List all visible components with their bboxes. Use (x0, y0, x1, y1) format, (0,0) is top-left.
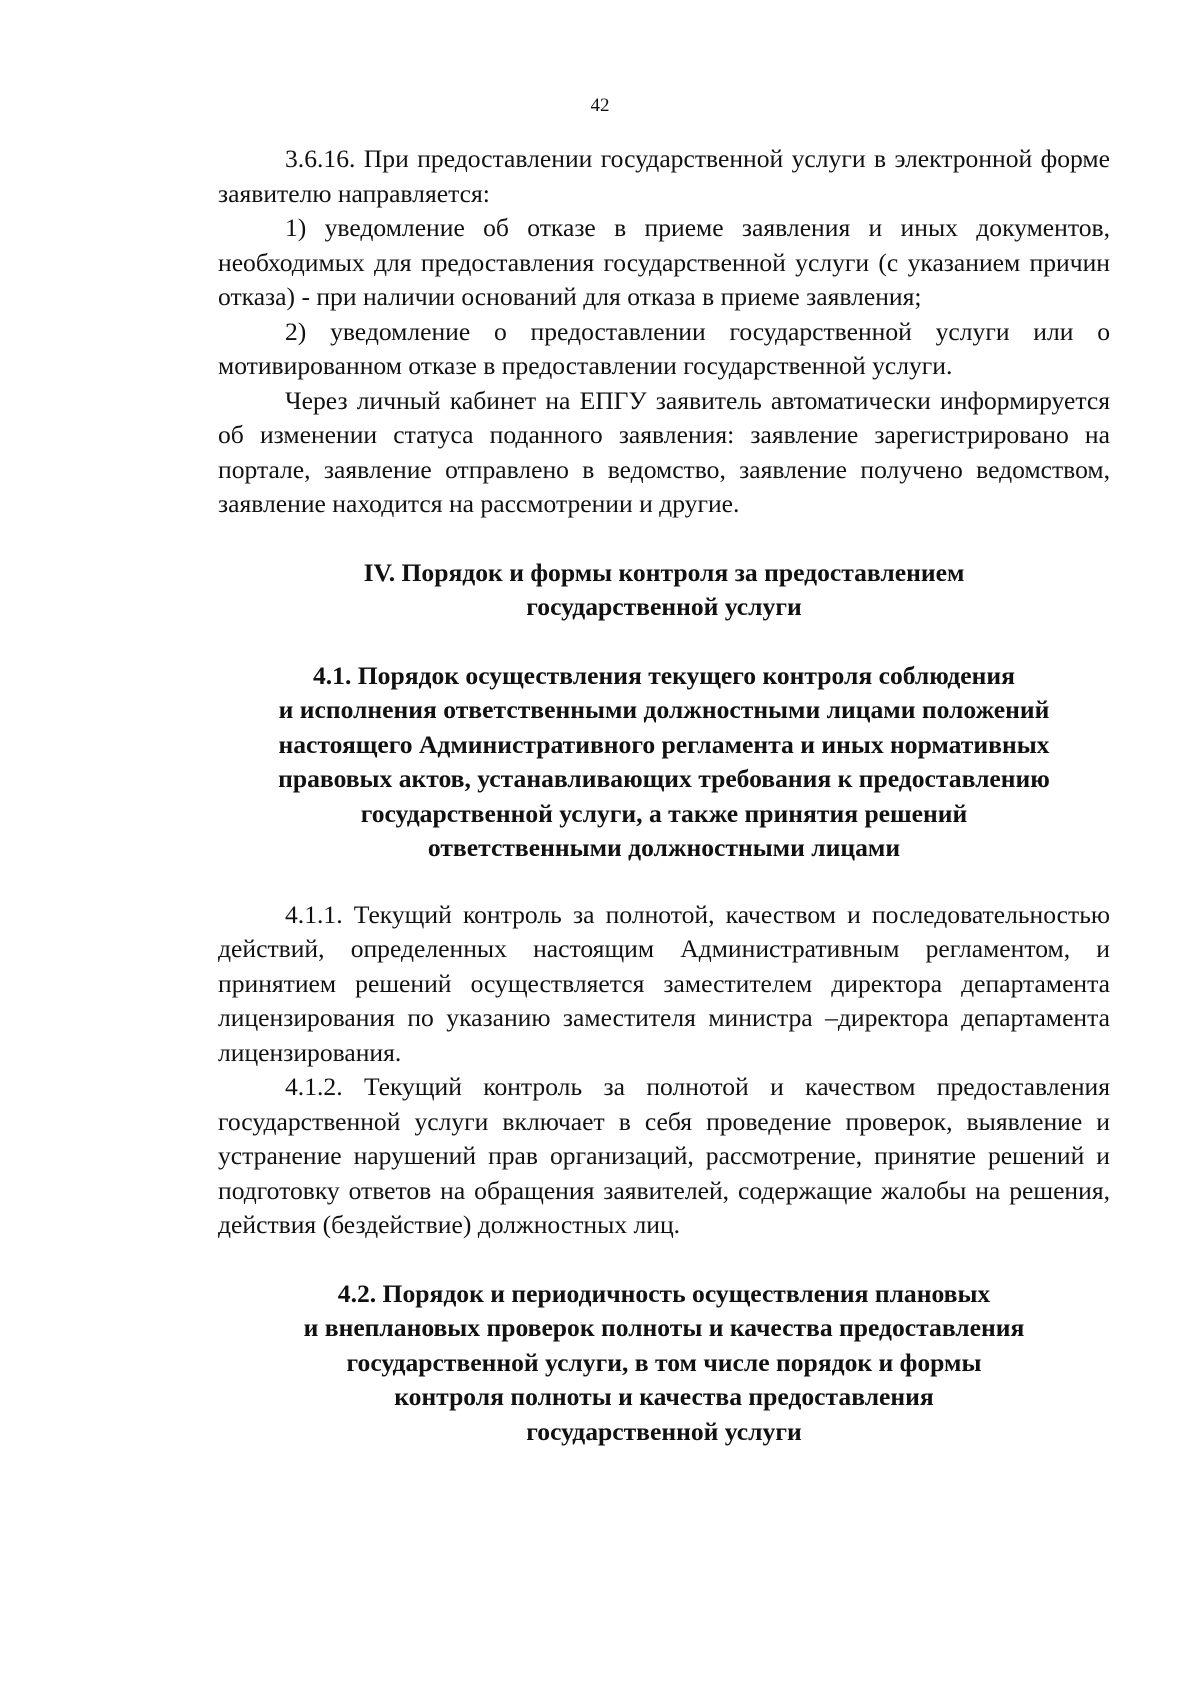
paragraph-3-6-16: 3.6.16. При предоставлении государственной услуги в электронной форме заявителю направляется: (218, 144, 1110, 208)
heading-line: и исполнения ответственными должностными лицами положений (278, 695, 1050, 724)
heading-line: IV. Порядок и формы контроля за предоставлением (363, 557, 965, 587)
heading-line: 4.2. Порядок и периодичность осуществления плановых (337, 1278, 991, 1308)
heading-line: государственной услуги, а также принятия решений (360, 798, 968, 828)
heading-line: государственной услуги (526, 592, 802, 621)
heading-line: контроля полноты и качества предоставления (394, 1382, 934, 1411)
paragraph-item-1: 1) уведомление об отказе в приеме заявления и иных документов, необходимых для предоставления государственной услуги (с указанием причин отказа) - при наличии оснований для отказа в приеме заявления; (218, 213, 1110, 311)
heading-line: государственной услуги, в том числе порядок и формы (346, 1347, 982, 1377)
document-body (218, 142, 1110, 1449)
heading-line: ответственными должностными лицами (427, 833, 901, 862)
paragraph-personal-cabinet: Через личный кабинет на ЕПГУ заявитель автоматически информируется об изменении статуса поданного заявления: заявление зарегистрировано на портале, заявление отправлено в ведомство, заявление получено ведомством, заявление находится на рассмотрении и другие. (218, 385, 1110, 518)
heading-line: государственной услуги (526, 1416, 802, 1446)
heading-line: и внеплановых проверок полноты и качества предоставления (303, 1313, 1025, 1342)
paragraph-4-1-1: 4.1.1. Текущий контроль за полнотой, качеством и последовательностью действий, определенных настоящим Административным регламентом, и принятием решений осуществляется заместителем директора департамента лицензирования по указанию заместителя министра –директора департамента лицензирования. (218, 899, 1110, 1067)
heading-line: 4.1. Порядок осуществления текущего контроля соблюдения (312, 660, 1016, 690)
section-4-2-heading (218, 1277, 1110, 1450)
heading-line: настоящего Административного регламента и иных нормативных (278, 729, 1050, 759)
heading-line: правовых актов, устанавливающих требования к предоставлению (278, 764, 1050, 793)
paragraph-item-2: 2) уведомление о предоставлении государственной услуги или о мотивированном отказе в предоставлении государственной услуги. (218, 316, 1110, 380)
paragraph-4-1-2: 4.1.2. Текущий контроль за полнотой и качеством предоставления государственной услуги включает в себя проведение проверок, выявление и устранение нарушений прав организаций, рассмотрение, принятие решений и подготовку ответов на обращения заявителей, содержащие жалобы на решения, действия (бездействие) должностных лиц. (218, 1072, 1110, 1239)
page-number: 42 (590, 95, 610, 116)
section-iv-heading (334, 556, 994, 625)
section-4-1-heading (218, 659, 1110, 866)
